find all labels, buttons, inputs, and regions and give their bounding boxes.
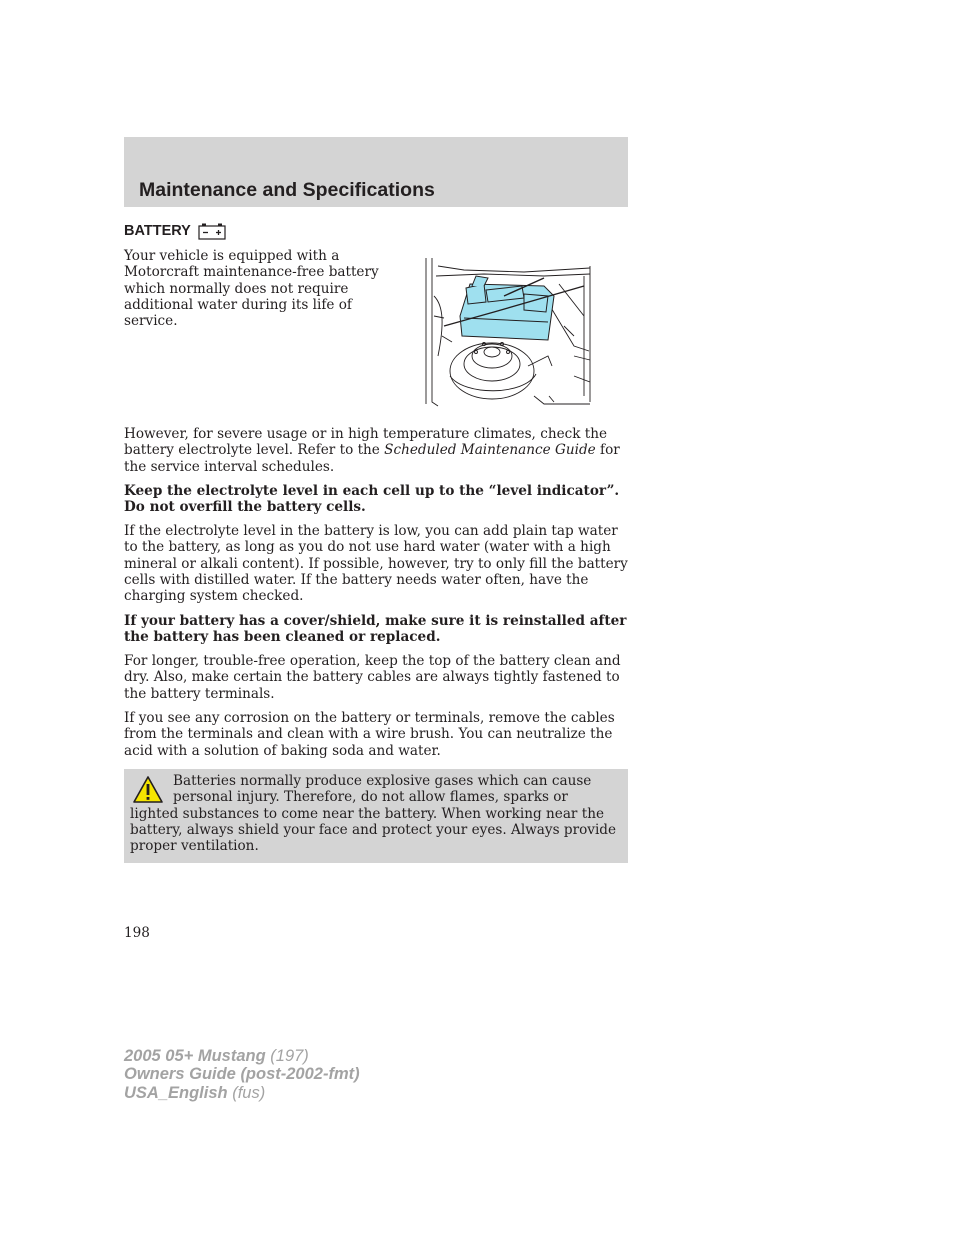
document-footer [124,1047,360,1102]
footer-line-1: 2005 05+ Mustang (197) [124,1047,309,1065]
check-electrolyte-text-part1: However, for severe usage or in high temperature climates, check the battery electrolyte level. Refer to the [124,426,608,459]
warning-message: Batteries normally produce explosive gases which can cause personal injury. Therefore, do not allow flames, sparks or lighted substances to come near the battery. When working near the battery, always shield your face and protect your eyes. Always provide proper ventilation. [130,773,617,855]
warning-text [130,773,620,854]
warning-box [124,769,628,863]
section-title: Maintenance and Specifications [139,179,435,201]
check-electrolyte-text [124,426,632,475]
section-header-band [124,137,628,207]
footer-line-2: Owners Guide (post-2002-fmt) [124,1065,360,1084]
battery-heading [124,222,226,240]
battery-heading-label: BATTERY [124,223,191,239]
keep-battery-clean-text: For longer, trouble-free operation, keep the top of the battery clean and dry. Also, make certain the battery cables are always tightly fastened to the battery terminals. [124,653,621,702]
low-electrolyte-text: If the electrolyte level in the battery is low, you can add plain tap water to the battery, as long as you do not use hard water (water with a high mineral or alkali content). If possible, however, try to only fill the battery cells with distilled water. If the battery needs water often, have the charging system checked. [124,523,628,605]
scheduled-maintenance-guide-reference: Scheduled Maintenance Guide [384,442,596,459]
battery-intro-text: Your vehicle is equipped with a Motorcraft maintenance-free battery which normally does not require additional water during its life of service. [124,248,379,330]
page-number: 198 [124,925,150,941]
engine-battery-illustration [424,256,592,408]
battery-icon [198,222,226,240]
corrosion-text: If you see any corrosion on the battery or terminals, remove the cables from the terminals and clean with a wire brush. You can neutralize the acid with a solution of baking soda and water. [124,710,615,759]
electrolyte-level-instruction: Keep the electrolyte level in each cell up to the “level indicator”. Do not overfill the battery cells. [124,483,620,516]
cover-shield-instruction: If your battery has a cover/shield, make sure it is reinstalled after the battery has been cleaned or replaced. [124,613,627,646]
footer-line-3: USA_English (fus) [124,1083,266,1102]
check-electrolyte-text-part2: for the service interval schedules. [124,442,620,475]
